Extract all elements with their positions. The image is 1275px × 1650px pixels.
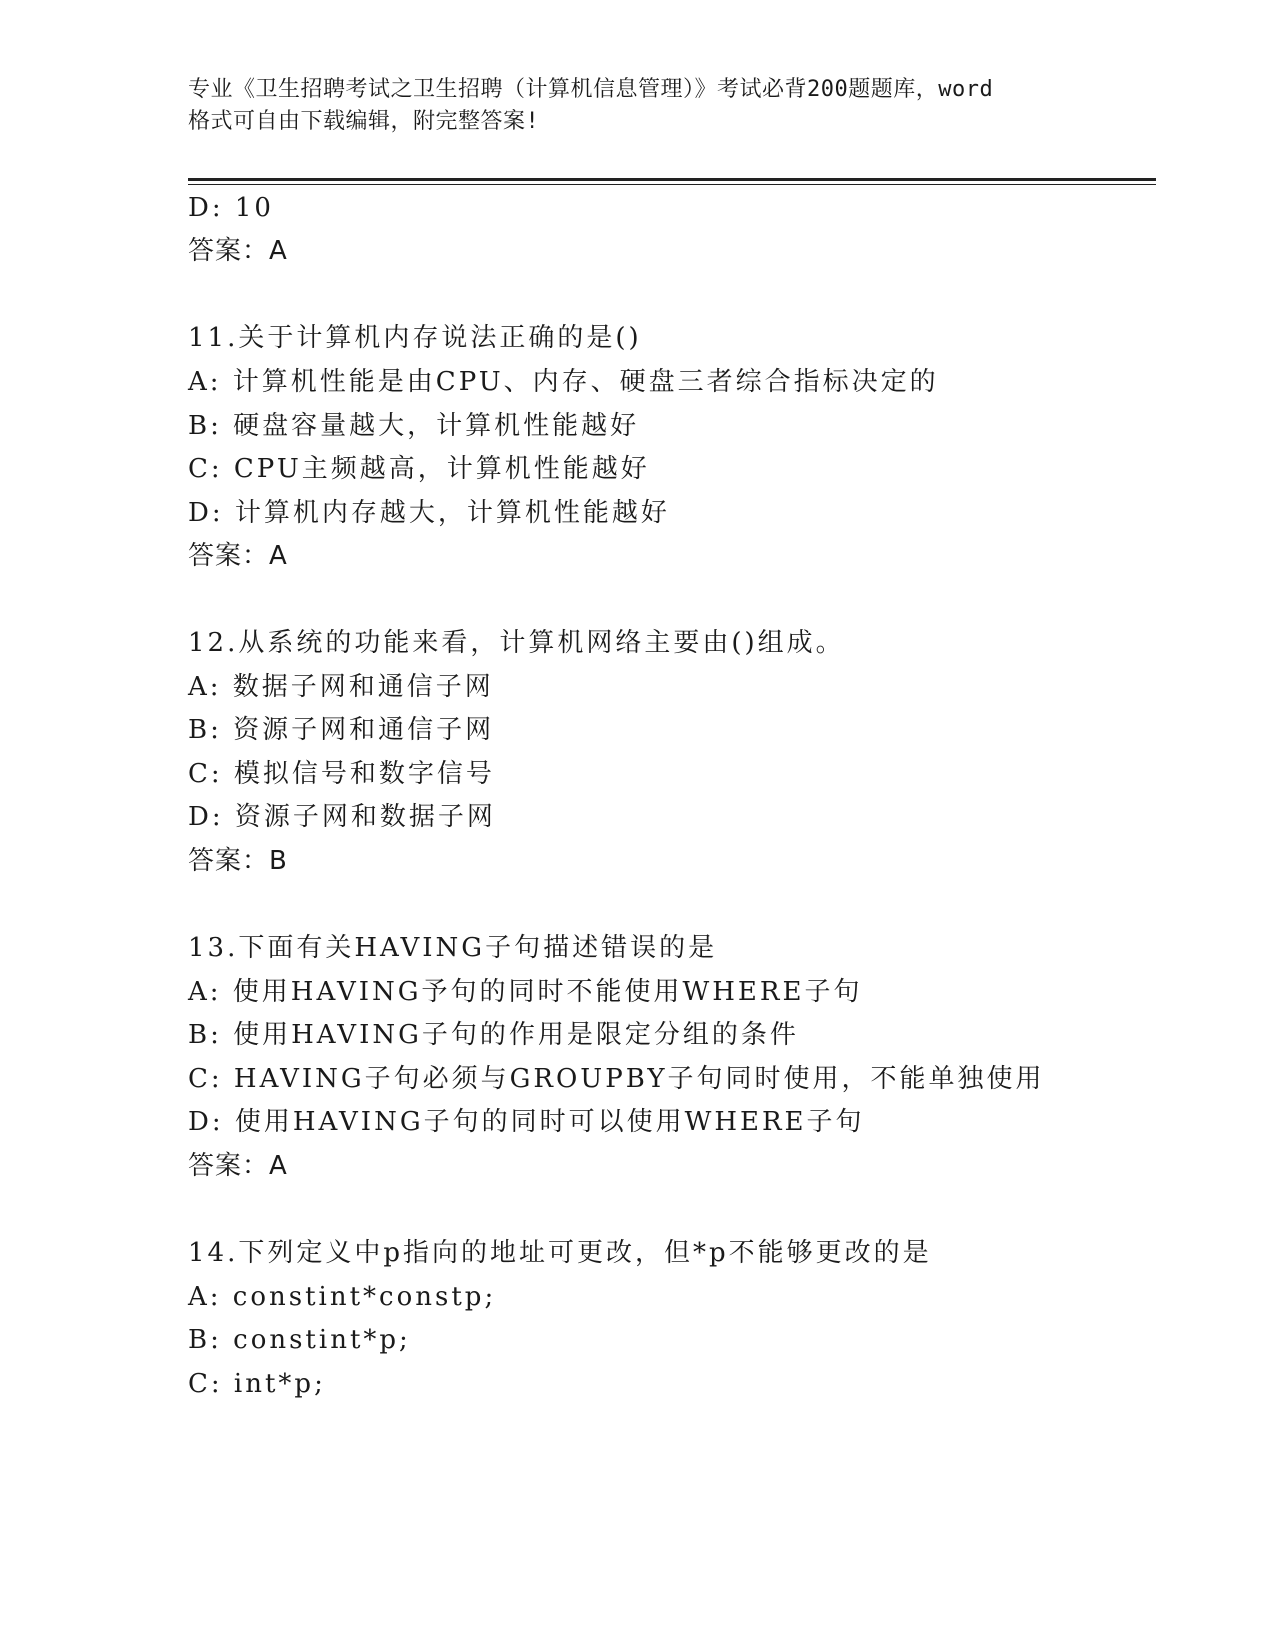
answer-line: 答案：A	[188, 236, 288, 266]
option-d: D: 10	[188, 193, 274, 223]
question-13-option-d: D: 使用HAVING子句的同时可以使用WHERE子句	[188, 1107, 865, 1137]
header-divider-thin	[188, 184, 1156, 185]
question-13-answer: 答案：A	[188, 1151, 288, 1181]
question-11-stem: 11.关于计算机内存说法正确的是()	[188, 323, 642, 353]
question-11-option-b: B: 硬盘容量越大，计算机性能越好	[188, 411, 640, 441]
header-line-1: 专业《卫生招聘考试之卫生招聘（计算机信息管理）》考试必背200题题库，word	[188, 77, 994, 102]
header-divider-thick	[188, 178, 1156, 181]
question-14-stem: 14.下列定义中p指向的地址可更改，但*p不能够更改的是	[188, 1238, 932, 1268]
question-14-option-c: C: int*p;	[188, 1369, 326, 1399]
question-11-option-a: A: 计算机性能是由CPU、内存、硬盘三者综合指标决定的	[188, 367, 939, 397]
question-14-option-a: A: constint*constp;	[188, 1282, 497, 1312]
document-header	[188, 74, 1088, 138]
question-11-option-c: C: CPU主频越高，计算机性能越好	[188, 454, 650, 484]
question-13-stem: 13.下面有关HAVING子句描述错误的是	[188, 933, 718, 963]
header-line-2: 格式可自由下载编辑，附完整答案!	[188, 109, 540, 134]
question-14-option-b: B: constint*p;	[188, 1325, 411, 1355]
question-12-stem: 12.从系统的功能来看，计算机网络主要由()组成。	[188, 628, 845, 658]
question-13-option-b: B: 使用HAVING子句的作用是限定分组的条件	[188, 1020, 799, 1050]
question-11-option-d: D: 计算机内存越大，计算机性能越好	[188, 498, 670, 528]
question-12-option-a: A: 数据子网和通信子网	[188, 672, 494, 702]
question-12-option-b: B: 资源子网和通信子网	[188, 715, 495, 745]
question-12-option-c: C: 模拟信号和数字信号	[188, 759, 495, 789]
question-12-option-d: D: 资源子网和数据子网	[188, 802, 496, 832]
question-13-option-c: C: HAVING子句必须与GROUPBY子句同时使用，不能单独使用	[188, 1064, 1045, 1094]
question-12-answer: 答案：B	[188, 846, 288, 876]
question-13-option-a: A: 使用HAVING予句的同时不能使用WHERE子句	[188, 977, 863, 1007]
question-11-answer: 答案：A	[188, 541, 288, 571]
